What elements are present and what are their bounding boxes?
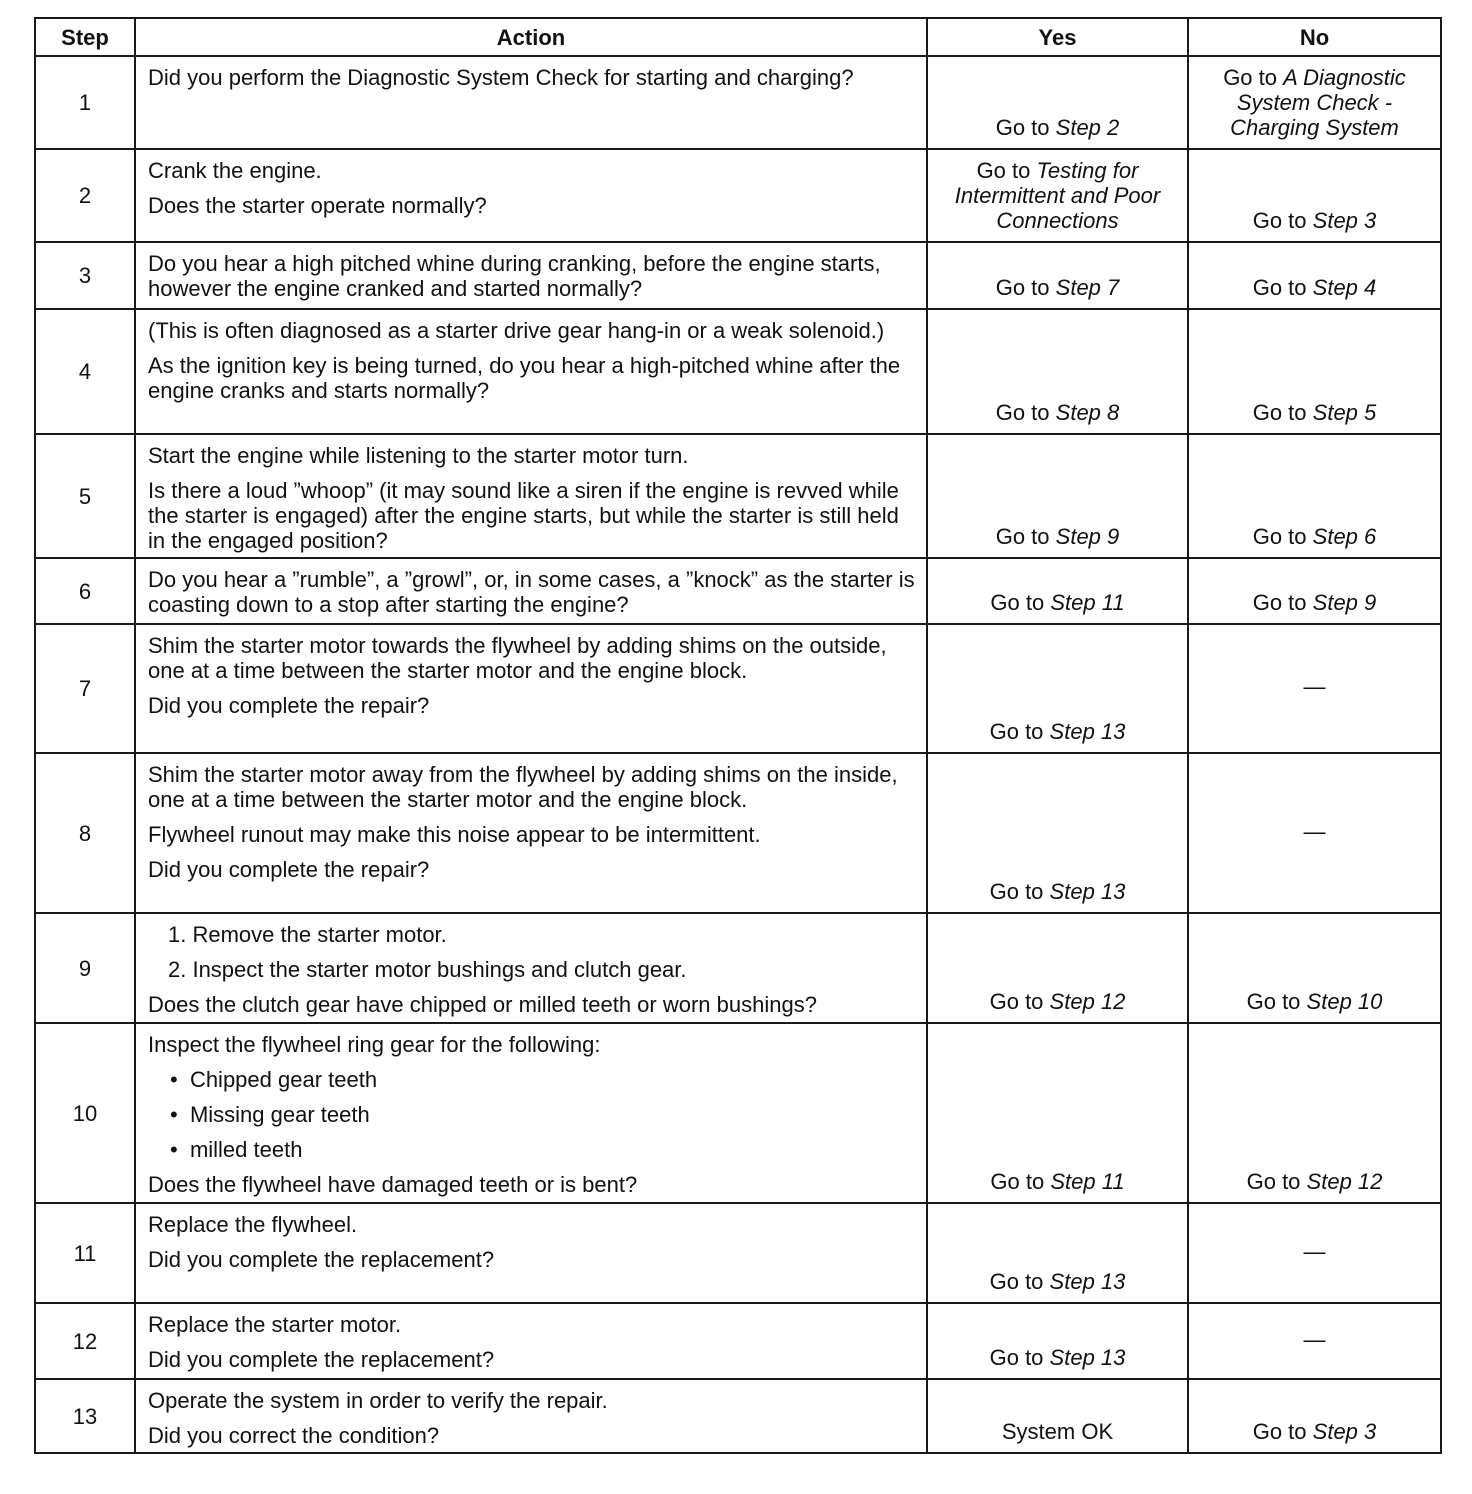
yes-cell-text: Go to <box>995 524 1050 549</box>
action-text: Replace the flywheel. <box>148 1212 358 1237</box>
action-cell <box>135 624 927 753</box>
bullet-item <box>148 1102 916 1127</box>
yes-cell <box>927 624 1188 753</box>
yes-cell <box>927 56 1188 149</box>
no-cell <box>1188 1303 1441 1379</box>
step-number: 2 <box>35 149 135 242</box>
action-text: As the ignition key is being turned, do you hear a high-pitched whine after the engine cranks and starts normally? <box>148 353 901 403</box>
bullet-icon: • <box>170 1067 190 1092</box>
step-number: 11 <box>35 1203 135 1303</box>
action-text: Operate the system in order to verify the repair. <box>148 1388 608 1413</box>
yes-cell-text: System OK <box>1001 1419 1114 1444</box>
yes-cell <box>927 558 1188 624</box>
step-number: 9 <box>35 913 135 1023</box>
yes-cell-link[interactable]: Step 2 <box>1055 115 1120 140</box>
no-cell <box>1188 434 1441 558</box>
action-text: Does the clutch gear have chipped or milled teeth or worn bushings? <box>148 992 817 1017</box>
action-text: Is there a loud ”whoop” (it may sound like a siren if the engine is revved while the starter is engaged) after the engine starts, but while the starter is still held in the engaged position? <box>148 478 899 553</box>
no-cell <box>1188 1379 1441 1453</box>
yes-cell-text: Go to <box>989 879 1044 904</box>
step-number: 13 <box>35 1379 135 1453</box>
bullet-item <box>148 1067 916 1092</box>
action-intro: Inspect the flywheel ring gear for the following: <box>148 1032 601 1057</box>
action-cell <box>135 56 927 149</box>
yes-cell <box>927 753 1188 913</box>
yes-cell-text: Go to <box>989 1269 1044 1294</box>
yes-cell-text: Go to <box>989 719 1044 744</box>
no-cell-text: Go to <box>1252 1419 1307 1444</box>
header-no: No <box>1188 18 1441 56</box>
no-cell <box>1188 753 1441 913</box>
bullet-item <box>148 1137 916 1162</box>
bullet-icon: • <box>170 1137 190 1162</box>
table-row <box>35 1023 1441 1203</box>
no-cell-link[interactable]: Step 5 <box>1312 400 1377 425</box>
step-number: 12 <box>35 1303 135 1379</box>
table-row <box>35 1379 1441 1453</box>
action-cell <box>135 1023 927 1203</box>
action-cell <box>135 1379 927 1453</box>
yes-cell-link[interactable]: Step 12 <box>1049 989 1126 1014</box>
no-cell-text: — <box>1303 1326 1326 1352</box>
numbered-item: 1. Remove the starter motor. <box>168 922 447 947</box>
yes-cell <box>927 149 1188 242</box>
yes-cell-link[interactable]: Step 13 <box>1049 1345 1126 1370</box>
action-cell <box>135 913 927 1023</box>
no-cell <box>1188 149 1441 242</box>
step-number: 8 <box>35 753 135 913</box>
step-number: 10 <box>35 1023 135 1203</box>
yes-cell-link[interactable]: Testing for Intermittent and Poor Connections <box>954 158 1161 233</box>
action-cell <box>135 309 927 434</box>
no-cell-text: — <box>1303 1238 1326 1264</box>
bullet-icon: • <box>170 1102 190 1127</box>
no-cell <box>1188 624 1441 753</box>
action-text: Did you complete the repair? <box>148 693 430 718</box>
yes-cell-text: Go to <box>995 275 1050 300</box>
yes-cell-text: Go to <box>995 400 1050 425</box>
header-yes: Yes <box>927 18 1188 56</box>
action-text: Did you complete the repair? <box>148 857 430 882</box>
yes-cell-link[interactable]: Step 7 <box>1055 275 1120 300</box>
action-text: (This is often diagnosed as a starter drive gear hang-in or a weak solenoid.) <box>148 318 885 343</box>
yes-cell-link[interactable]: Step 13 <box>1049 719 1126 744</box>
no-cell <box>1188 558 1441 624</box>
table-row <box>35 242 1441 309</box>
yes-cell-link[interactable]: Step 13 <box>1049 1269 1126 1294</box>
header-action: Action <box>135 18 927 56</box>
table-row <box>35 56 1441 149</box>
step-number: 5 <box>35 434 135 558</box>
no-cell-link[interactable]: Step 3 <box>1312 208 1377 233</box>
yes-cell <box>927 1303 1188 1379</box>
no-cell <box>1188 309 1441 434</box>
action-cell <box>135 149 927 242</box>
action-text: Did you perform the Diagnostic System Check for starting and charging? <box>148 65 854 90</box>
no-cell-link[interactable]: Step 3 <box>1312 1419 1377 1444</box>
no-cell-link[interactable]: Step 9 <box>1312 590 1377 615</box>
action-text: Do you hear a ”rumble”, a ”growl”, or, in some cases, a ”knock” as the starter is coasting down to a stop after starting the engine? <box>148 567 915 617</box>
yes-cell <box>927 434 1188 558</box>
no-cell-link[interactable]: Step 12 <box>1306 1169 1383 1194</box>
no-cell <box>1188 56 1441 149</box>
action-text: Crank the engine. <box>148 158 322 183</box>
no-cell-text: Go to <box>1223 65 1277 90</box>
yes-cell <box>927 309 1188 434</box>
no-cell-text: — <box>1303 818 1326 844</box>
step-number: 6 <box>35 558 135 624</box>
action-cell <box>135 242 927 309</box>
yes-cell-text: Go to <box>995 115 1050 140</box>
step-number: 4 <box>35 309 135 434</box>
step-number: 7 <box>35 624 135 753</box>
header-step: Step <box>35 18 135 56</box>
numbered-item: 2. Inspect the starter motor bushings and clutch gear. <box>168 957 687 982</box>
table-row <box>35 309 1441 434</box>
action-cell <box>135 1203 927 1303</box>
action-cell <box>135 1303 927 1379</box>
yes-cell-link[interactable]: Step 11 <box>1050 590 1125 615</box>
yes-cell-link[interactable]: Step 13 <box>1049 879 1126 904</box>
no-cell <box>1188 1203 1441 1303</box>
header-row <box>35 18 1441 56</box>
action-text: Start the engine while listening to the starter motor turn. <box>148 443 689 468</box>
table-row <box>35 434 1441 558</box>
table-row <box>35 753 1441 913</box>
yes-cell-text: Go to <box>990 1169 1045 1194</box>
action-text: Do you hear a high pitched whine during cranking, before the engine starts, however the engine cranked and started normally? <box>148 251 881 301</box>
action-text: Shim the starter motor towards the flywheel by adding shims on the outside, one at a time between the starter motor and the engine block. <box>148 633 887 683</box>
yes-cell <box>927 913 1188 1023</box>
table-row <box>35 1203 1441 1303</box>
table-row <box>35 558 1441 624</box>
action-text: Replace the starter motor. <box>148 1312 402 1337</box>
yes-cell-link[interactable]: Step 11 <box>1050 1169 1125 1194</box>
yes-cell-text: Go to <box>989 989 1044 1014</box>
no-cell-text: Go to <box>1252 524 1307 549</box>
no-cell-text: Go to <box>1246 989 1301 1014</box>
yes-cell-text: Go to <box>990 590 1045 615</box>
diagnostic-table <box>34 17 1442 1454</box>
no-cell-text: Go to <box>1252 275 1307 300</box>
no-cell-text: Go to <box>1246 1169 1301 1194</box>
action-text: Shim the starter motor away from the flywheel by adding shims on the inside, one at a time between the starter motor and the engine block. <box>148 762 898 812</box>
no-cell-link[interactable]: Step 10 <box>1306 989 1383 1014</box>
yes-cell-text: Go to <box>976 158 1031 183</box>
bullet-text: milled teeth <box>189 1137 303 1162</box>
step-number: 1 <box>35 56 135 149</box>
no-cell-text: Go to <box>1252 590 1307 615</box>
action-text: Did you complete the replacement? <box>148 1247 495 1272</box>
no-cell-link[interactable]: A Diagnostic System Check - Charging System <box>1230 65 1406 140</box>
bullet-text: Missing gear teeth <box>189 1102 370 1127</box>
table-row <box>35 1303 1441 1379</box>
table-body <box>35 56 1441 1453</box>
action-text: Did you correct the condition? <box>148 1423 440 1448</box>
table-row <box>35 913 1441 1023</box>
no-cell-text: Go to <box>1252 208 1307 233</box>
yes-cell-link[interactable]: Step 8 <box>1055 400 1120 425</box>
table-row <box>35 624 1441 753</box>
no-cell <box>1188 913 1441 1023</box>
yes-cell <box>927 1379 1188 1453</box>
no-cell <box>1188 1023 1441 1203</box>
action-cell <box>135 558 927 624</box>
yes-cell-link[interactable]: Step 9 <box>1055 524 1120 549</box>
no-cell-text: Go to <box>1252 400 1307 425</box>
no-cell-link[interactable]: Step 6 <box>1312 524 1377 549</box>
action-cell <box>135 753 927 913</box>
yes-cell <box>927 1203 1188 1303</box>
table-row <box>35 149 1441 242</box>
action-text: Does the flywheel have damaged teeth or is bent? <box>148 1172 638 1197</box>
yes-cell-text: Go to <box>989 1345 1044 1370</box>
yes-cell <box>927 242 1188 309</box>
action-text: Does the starter operate normally? <box>148 193 487 218</box>
bullet-text: Chipped gear teeth <box>189 1067 378 1092</box>
action-cell <box>135 434 927 558</box>
action-text: Did you complete the replacement? <box>148 1347 495 1372</box>
yes-cell <box>927 1023 1188 1203</box>
step-number: 3 <box>35 242 135 309</box>
no-cell-link[interactable]: Step 4 <box>1312 275 1377 300</box>
no-cell <box>1188 242 1441 309</box>
action-text: Flywheel runout may make this noise appear to be intermittent. <box>148 822 761 847</box>
no-cell-text: — <box>1303 674 1326 699</box>
